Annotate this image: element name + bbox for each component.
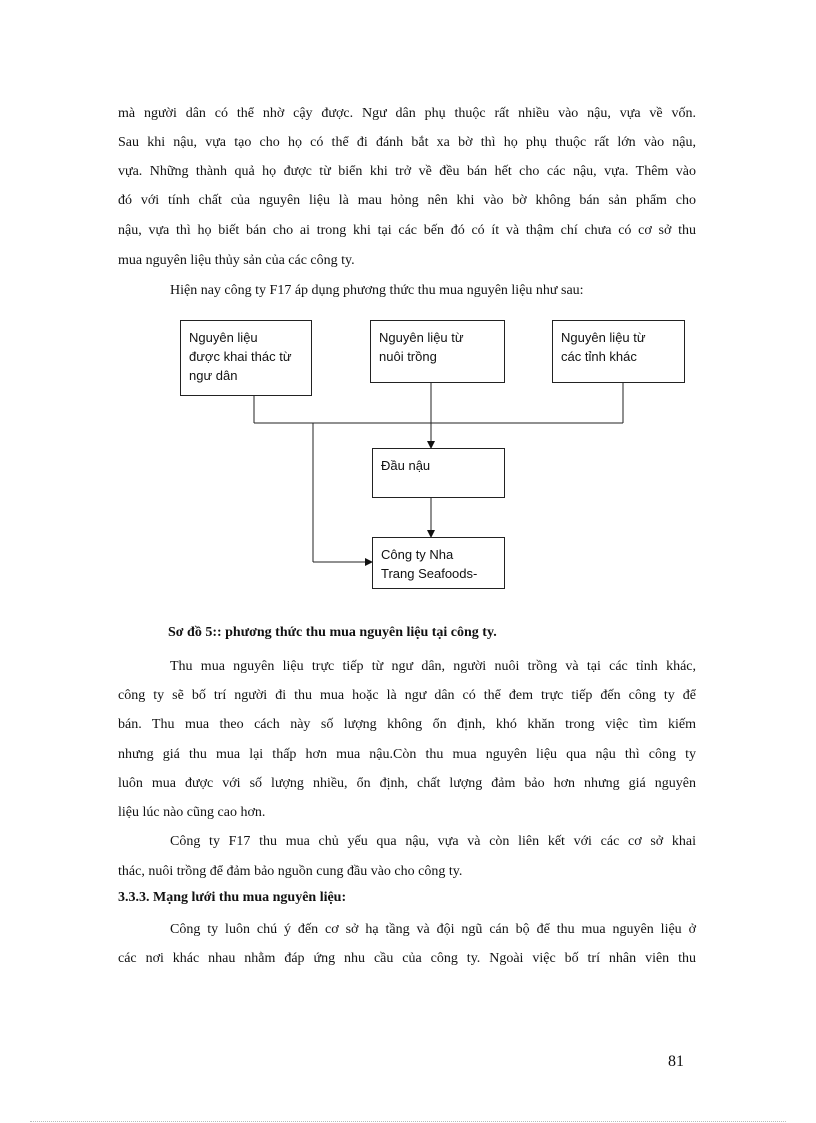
text-line: Công ty F17 thu mua chủ yếu qua nậu, vựa và còn liên kết với các cơ sở khai bbox=[170, 834, 696, 849]
text-line: Sau khi nậu, vựa tạo cho họ có thể đi đánh bắt xa bờ thì họ phụ thuộc rất lớn vào nậu, bbox=[118, 135, 696, 150]
box-provinces: Nguyên liệu từ các tỉnh khác bbox=[552, 320, 685, 383]
text-line: Thu mua nguyên liệu trực tiếp từ ngư dân, người nuôi trồng và tại các tỉnh khác, bbox=[170, 659, 696, 674]
box-middleman: Đầu nậu bbox=[372, 448, 505, 498]
text-line: nậu, vựa thì họ biết bán cho ai trong khi tại các bến đó có ít và thậm chí chưa có cơ sở thu bbox=[118, 223, 696, 238]
text-line: Công ty luôn chú ý đến cơ sở hạ tầng và đội ngũ cán bộ để thu mua nguyên liệu ở bbox=[170, 922, 696, 937]
text-line: liệu lúc nào cũng cao hơn. bbox=[118, 805, 266, 820]
intro-line: Hiện nay công ty F17 áp dụng phương thức thu mua nguyên liệu như sau: bbox=[170, 283, 584, 298]
section-heading: 3.3.3. Mạng lưới thu mua nguyên liệu: bbox=[118, 890, 347, 905]
box-company: Công ty Nha Trang Seafoods- bbox=[372, 537, 505, 589]
text-line: nhưng giá thu mua lại thấp hơn mua nậu.Còn thu mua nguyên liệu qua nậu thì công ty bbox=[118, 747, 696, 762]
diagram-caption: Sơ đồ 5:: phương thức thu mua nguyên liệu tại công ty. bbox=[168, 625, 497, 640]
text-line: công ty sẽ bố trí người đi thu mua hoặc là ngư dân có thể đem trực tiếp đến công ty để bbox=[118, 688, 696, 703]
page-number: 81 bbox=[668, 1053, 684, 1070]
box-fishermen: Nguyên liệu được khai thác từ ngư dân bbox=[180, 320, 312, 396]
text-line: luôn mua được với số lượng nhiều, ổn định, chất lượng đảm bảo hơn nhưng giá nguyên bbox=[118, 776, 696, 791]
page-bottom-divider bbox=[30, 1121, 786, 1122]
text-line: vựa. Những thành quả họ được từ biển khi trở về đều bán hết cho các nậu, vựa. Thêm vào bbox=[118, 164, 696, 179]
text-line: đó với tính chất của nguyên liệu là mau hỏng nên khi vào bờ không bán sản phẩm cho bbox=[118, 193, 696, 208]
box-aquaculture: Nguyên liệu từ nuôi trồng bbox=[370, 320, 505, 383]
text-line: thác, nuôi trồng để đảm bảo nguồn cung đầu vào cho công ty. bbox=[118, 864, 463, 879]
text-line: bán. Thu mua theo cách này số lượng không ổn định, khó khăn trong việc tìm kiếm bbox=[118, 717, 696, 732]
text-line: mua nguyên liệu thủy sản của các công ty. bbox=[118, 253, 355, 268]
text-line: các nơi khác nhau nhằm đáp ứng nhu cầu của công ty. Ngoài việc bố trí nhân viên thu bbox=[118, 951, 696, 966]
text-line: mà người dân có thể nhờ cậy được. Ngư dân phụ thuộc rất nhiều vào nậu, vựa về vốn. bbox=[118, 106, 696, 121]
